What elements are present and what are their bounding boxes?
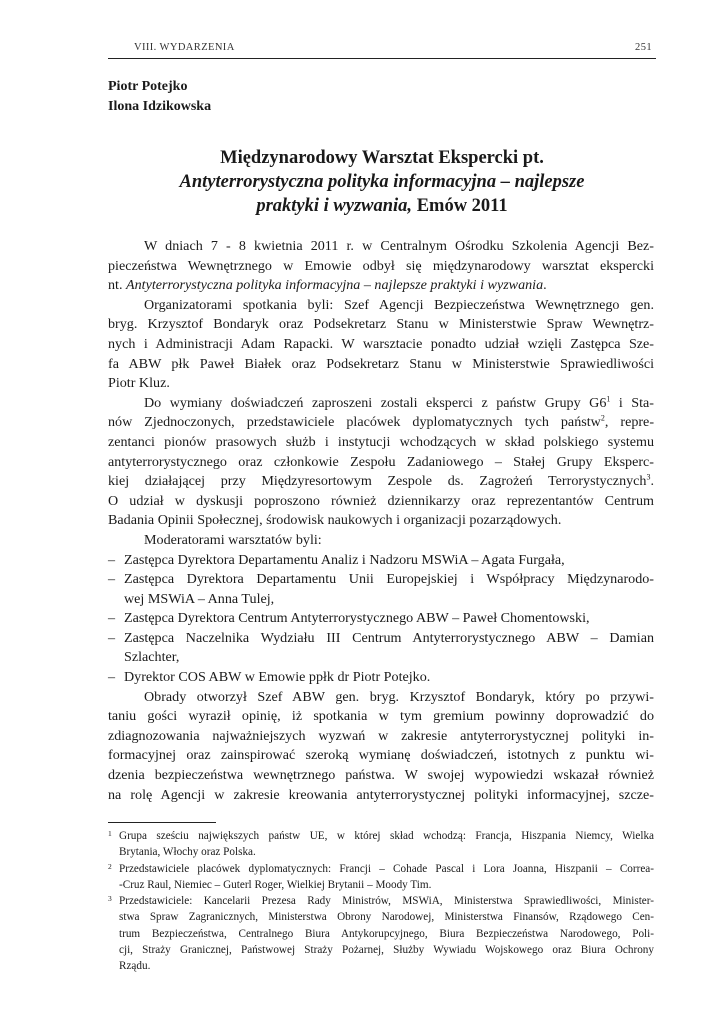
footnote-line: Rządu.	[119, 960, 151, 973]
body-line: zdiagnozowania najważniejszych wyzwań w zakresie antyterrorystycznej polityki in-	[108, 727, 654, 744]
footnote-ref: 3	[646, 472, 651, 482]
author-name: Piotr Potejko	[108, 79, 188, 94]
body-line: Organizatorami spotkania byli: Szef Agencji Bezpieczeństwa Wewnętrznego gen.	[144, 296, 654, 313]
footnote-text: Przedstawiciele: Kancelarii Prezesa Rady Ministrów, MSWiA, Ministerstwa Sprawiedliwości, Minister-	[119, 895, 654, 908]
title-line: Międzynarodowy Warsztat Ekspercki pt.	[220, 148, 544, 168]
body-line: na rolę Agencji w zakresie kreowania antyterrorystycznej polityki informacyjnej, szcze-	[108, 786, 654, 803]
list-item-text: Zastępca Dyrektora Centrum Antyterrorystycznego ABW – Paweł Chomentowski,	[124, 610, 590, 627]
text-span: nt.	[108, 277, 127, 294]
list-dash: –	[108, 571, 116, 588]
body-line: taniu gości wyraził opinię, iż spotkania w tym gremium powinny doprowadzić do	[108, 708, 654, 725]
footnote-line	[108, 893, 654, 909]
footnote-number: 3	[108, 894, 112, 904]
footnote-number: 1	[108, 829, 112, 838]
footnote-ref: 1	[606, 394, 611, 404]
footnote-line	[108, 828, 654, 844]
list-dash: –	[108, 629, 116, 646]
footnote-separator	[108, 822, 216, 823]
body-line: bryg. Krzysztof Bondaryk oraz Podsekretarz Stanu w Ministerstwie Spraw Wewnętrz-	[108, 316, 654, 333]
footnote-line: trum Bezpieczeństwa, Centralnego Biura Antykorupcyjnego, Biura Bezpieczeństwa Narodowego, Poli-	[119, 927, 654, 940]
body-line: nych i Administracji Adam Rapacki. W warsztacie ponadto udział wzięli Zastępca Sze-	[108, 335, 654, 352]
running-header	[108, 40, 656, 59]
list-item-continuation: wej MSWiA – Anna Tulej,	[124, 590, 275, 607]
body-line: Badania Opinii Społecznej, środowisk naukowych i organizacji pozarządowych.	[108, 512, 562, 529]
footnote-line: -Cruz Raul, Niemiec – Guterl Roger, Wielkiej Brytanii – Moody Tim.	[119, 878, 432, 891]
list-item-text: Zastępca Dyrektora Departamentu Analiz i Nadzoru MSWiA – Agata Furgała,	[124, 551, 565, 568]
title-line	[108, 194, 656, 218]
list-item-text: Zastępca Naczelnika Wydziału III Centrum Antyterrorystycznego ABW – Damian	[124, 629, 654, 646]
text-span: .	[650, 473, 654, 490]
author-name: Ilona Idzikowska	[108, 99, 212, 114]
body-line: dzenia bezpieczeństwa wewnętrznego państwa. W swojej wypowiedzi wskazał również	[108, 767, 654, 784]
text-span: , repre-	[604, 414, 655, 431]
list-item	[108, 551, 654, 571]
footnotes	[108, 828, 654, 975]
body-line: pieczeństwa Wewnętrznego w Emowie odbył się międzynarodowy warsztat ekspercki	[108, 257, 654, 274]
list-dash: –	[108, 610, 116, 627]
list-item-text: Zastępca Dyrektora Departamentu Unii Europejskiej i Współpracy Międzynarodo-	[124, 571, 654, 588]
footnote-line	[108, 861, 654, 877]
text-span: .	[543, 277, 547, 294]
list-item-text: Dyrektor COS ABW w Emowie ppłk dr Piotr Potejko.	[124, 669, 431, 686]
footnote-number: 2	[108, 861, 112, 871]
list-dash: –	[108, 551, 116, 568]
text-span: i Sta-	[610, 394, 654, 411]
text-span: kiej działającej przy Międzyresortowym Zespole ds. Zagrożeń Terrorystycznych	[108, 473, 647, 490]
list-item	[108, 668, 654, 688]
text-span: nów Zjednoczonych, przedstawiciele placówek dyplomatycznych tych państw	[108, 414, 601, 431]
body-line	[108, 394, 654, 414]
body-line: antyterrorystycznego oraz członkowie Zespołu Zadaniowego – Stałej Grupy Eksperc-	[108, 453, 654, 470]
body-line	[108, 276, 654, 296]
article-title	[108, 146, 656, 218]
body-line: O udział w dyskusji poproszono również dziennikarzy oraz reprezentantów Centrum	[108, 492, 654, 509]
list-item-continuation: Szlachter,	[124, 649, 180, 666]
footnote-line: Brytania, Włochy oraz Polska.	[119, 846, 256, 859]
body-line: formacyjnej oraz zainspirować szeroką wymianę doświadczeń, istotnych z punktu wi-	[108, 747, 654, 764]
text-span: Do wymiany doświadczeń zaproszeni zostali eksperci z państw Grupy G6	[144, 394, 607, 411]
footnote-text: Przedstawiciele placówek dyplomatycznych: Francji – Cohade Pascal i Lora Joanna, Hiszpanii – Correa-	[119, 862, 654, 875]
workshop-title-italic: Antyterrorystyczna polityka informacyjna – najlepsze praktyki i wyzwania	[126, 277, 544, 294]
body-line: zentanci pionów prasowych służb i instytucji wchodzących w skład polskiego systemu	[108, 433, 654, 450]
list-item	[108, 609, 654, 629]
footnote-text: Grupa sześciu największych państw UE, w której skład wchodzą: Francja, Hiszpania Niemcy, Wielka	[119, 830, 654, 842]
body-line: Piotr Kluz.	[108, 375, 170, 392]
body-line: fa ABW płk Paweł Białek oraz Podsekretarz Stanu w Ministerstwie Sprawiedliwości	[108, 355, 654, 372]
footnote-line: stwa Spraw Zagranicznych, Ministerstwa Obrony Narodowej, Ministerstwa Finansów, Rządowego Cen-	[119, 911, 654, 924]
body-line	[108, 413, 654, 433]
body-line: W dniach 7 - 8 kwietnia 2011 r. w Centralnym Ośrodku Szkolenia Agencji Bez-	[144, 238, 654, 254]
section-title: VIII. WYDARZENIA	[134, 42, 235, 53]
footnote-line: cji, Straży Granicznej, Państwowej Straży Pożarnej, Służby Wywiadu Wojskowego oraz Biura Ochrony	[119, 944, 654, 957]
title-line: Antyterrorystyczna polityka informacyjna – najlepsze	[179, 172, 585, 192]
authors	[108, 77, 211, 117]
body-line: Moderatorami warsztatów byli:	[144, 531, 322, 548]
footnote-ref: 2	[600, 413, 605, 423]
list-item	[108, 629, 654, 649]
article-body	[108, 237, 654, 805]
title-line-rest: Emów 2011	[412, 196, 508, 216]
title-line-italic: praktyki i wyzwania,	[256, 196, 413, 216]
body-line	[108, 472, 654, 492]
list-item	[108, 570, 654, 590]
list-dash: –	[108, 669, 116, 686]
page-number: 251	[635, 42, 652, 53]
body-line: Obrady otworzył Szef ABW gen. bryg. Krzysztof Bondaryk, który po przywi-	[144, 688, 654, 705]
